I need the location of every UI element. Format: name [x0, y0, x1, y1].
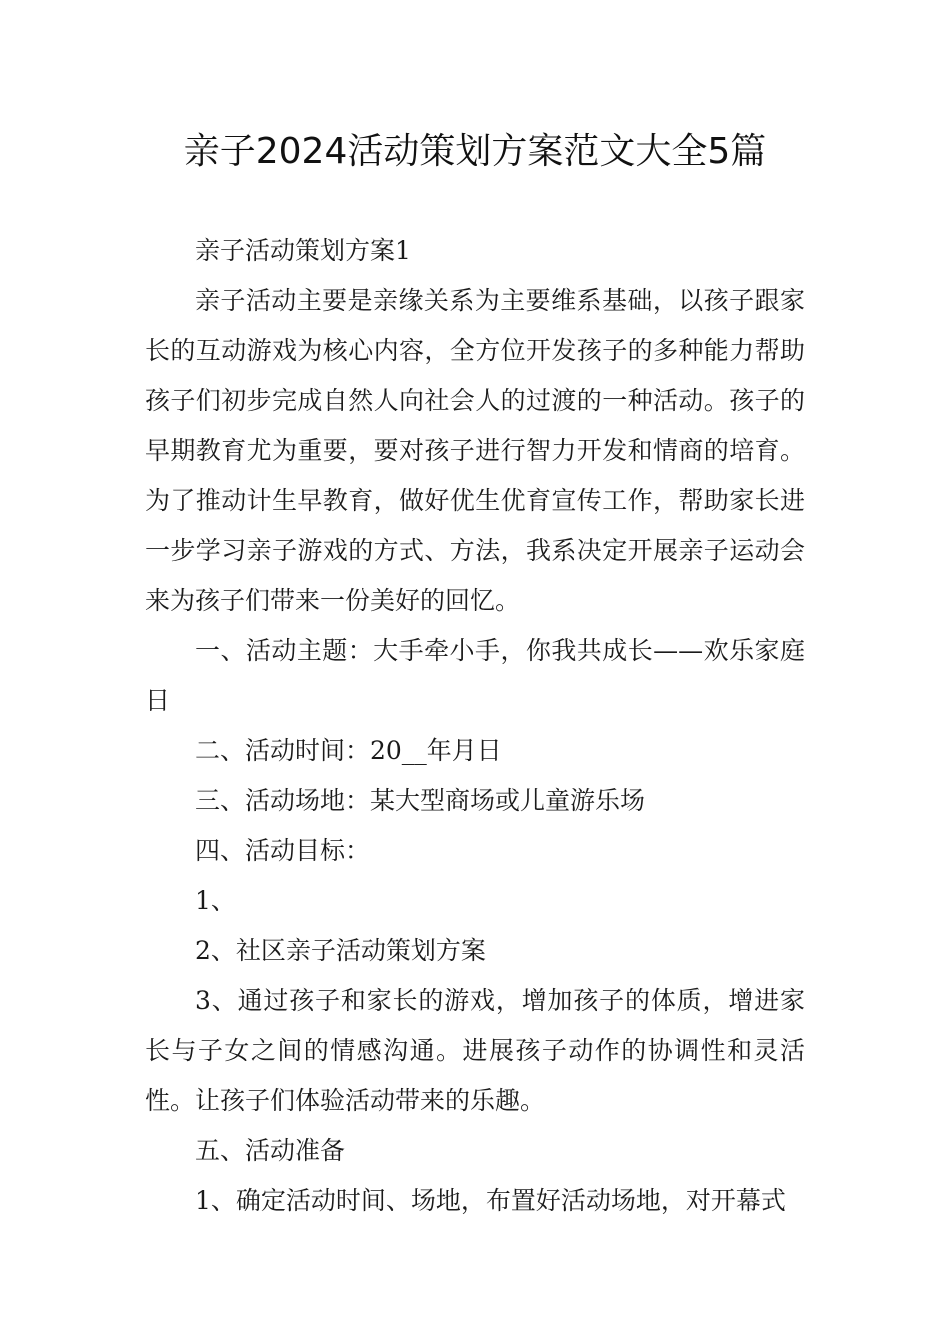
activity-goals-heading: 四、活动目标：	[195, 836, 371, 865]
activity-venue: 三、活动场地：某大型商场或儿童游乐场	[195, 786, 646, 815]
preparation-heading: 五、活动准备	[195, 1136, 346, 1165]
activity-theme: 一、活动主题：大手牵小手，你我共成长——欢乐家庭日	[145, 636, 805, 715]
goal-item-2: 2、社区亲子活动策划方案	[195, 936, 486, 965]
document-body	[145, 226, 805, 1226]
document-title: 亲子2024活动策划方案范文大全5篇	[183, 131, 767, 172]
section-heading: 亲子活动策划方案1	[195, 236, 411, 265]
activity-time: 二、活动时间：20__年月日	[195, 736, 502, 765]
preparation-item-1: 1、确定活动时间、场地，布置好活动场地，对开幕式	[195, 1186, 786, 1215]
goal-item-1: 1、	[195, 886, 236, 915]
intro-paragraph: 亲子活动主要是亲缘关系为主要维系基础，以孩子跟家长的互动游戏为核心内容，全方位开发孩子的多种能力帮助孩子们初步完成自然人向社会人的过渡的一种活动。孩子的早期教育尤为重要，要对孩子进行智力开发和情商的培育。为了推动计生早教育，做好优生优育宣传工作，帮助家长进一步学习亲子游戏的方式、方法，我系决定开展亲子运动会来为孩子们带来一份美好的回忆。	[145, 286, 805, 615]
goal-item-3: 3、通过孩子和家长的游戏，增加孩子的体质，增进家长与子女之间的情感沟通。进展孩子动作的协调性和灵活性。让孩子们体验活动带来的乐趣。	[145, 986, 805, 1115]
